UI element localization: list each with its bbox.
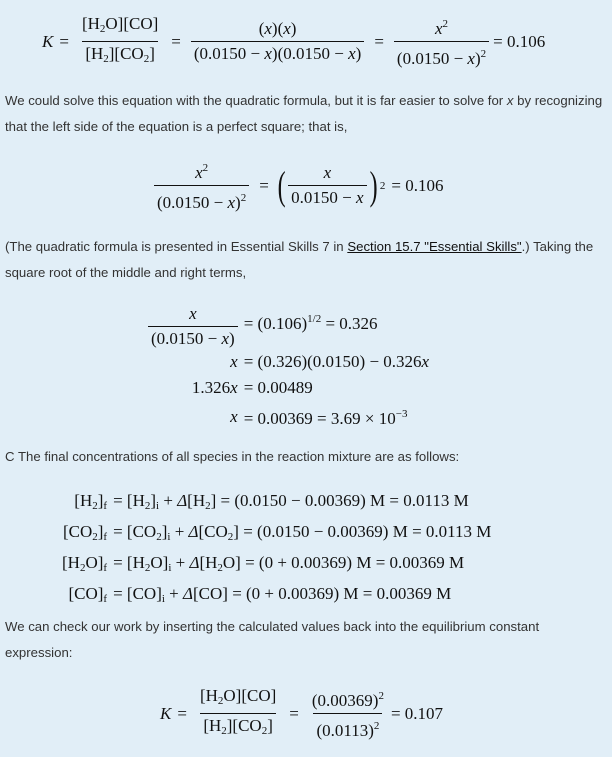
equation3-row: x = (0.326)(0.0150) − 0.326x	[230, 352, 430, 371]
equation5-result: = 0.107	[390, 703, 444, 723]
equation3-row: $\frac{x}{(0.0150 - x)}$ = $(0.106)^{1/2} = 0.326$	[148, 304, 429, 349]
equation-perfect-square: $\frac{x^2}{(0.0150 - x)^2}$ = ( $\frac{x}{0.0150 - x}$ ) 2 = 0.106	[150, 158, 443, 213]
left-paren: (	[277, 162, 286, 208]
fraction-concentrations: $\frac{[H_2O][CO]}{[H_2][CO_2]}$	[79, 14, 161, 69]
paragraph-check-work: We can check our work by inserting the calculated values back into the equilibrium constant expression:	[5, 619, 540, 660]
concentration-row-h2: $[H_2]_f$ = $[H_2]_i + \Delta[H_2] = (0.0150 - 0.00369) M = 0.0113$ M	[74, 491, 469, 512]
concentration-row-co: $[CO]_f$ = $[CO]_i + \Delta[CO] = (0 + 0.00369) M = 0.00369$ M	[68, 584, 452, 605]
right-paren: )	[369, 162, 378, 208]
fraction-x-over-difference: $\frac{x}{0.0150 - x}$	[288, 163, 366, 208]
equation1-result: = 0.106	[493, 31, 546, 51]
equation2-result: = 0.106	[391, 175, 444, 195]
concentration-row-h2o: $[H_2O]_f$ = $[H_2O]_i + \Delta[H_2O] = (0 + 0.00369) M = 0.00369$ M	[62, 553, 465, 574]
equation3-row: 1.326x = 0.00489	[191, 378, 313, 397]
fraction-values: $\frac{(0.00369)^2}{(0.0113)^2}$	[311, 690, 384, 740]
concentration-row-co2: $[CO_2]_f$ = $[CO_2]_i + \Delta[CO_2] = (0.0150 - 0.00369) M = 0.0113$ M	[62, 522, 492, 543]
fraction-x-squared-over-square: $\frac{x^2}{(0.0150 - x)^2}$	[154, 158, 249, 213]
equation3-row: x = $0.00369 = 3.69 \times 10^{-3}$	[230, 406, 408, 428]
fraction-x-terms: $\frac{(x)(x)}{(0.0150 - x)(0.0150 - x)}$	[191, 19, 364, 64]
k-symbol: K	[42, 31, 54, 51]
paragraph-perfect-square: We could solve this equation with the quadratic formula, but it is far easier to solve for x by recognizing that the left side of the equation is a perfect square; that is,	[5, 93, 603, 134]
fraction-concentrations: $\frac{[H_2O][CO]}{[H_2][CO_2]}$	[197, 686, 279, 741]
k-symbol: K	[160, 703, 172, 723]
paragraph-quadratic-note: (The quadratic formula is presented in Essential Skills 7 in Section 15.7 "Essential Skills".) Taking the square root of the middle and right terms,	[5, 239, 594, 280]
paragraph-final-concentrations: C The final concentrations of all species in the reaction mixture are as follows:	[5, 449, 460, 464]
equation-final-concentrations	[62, 488, 491, 612]
equation-solve-x	[148, 304, 429, 432]
equation-k-expression: K = $\frac{[H_2O][CO]}{[H_2][CO_2]}$ = $\frac{(x)(x)}{(0.0150 - x)(0.0150 - x)}$ = $\frac{x^2}{(0.0150 - x)^2}$ = 0.106	[42, 14, 546, 68]
equation-k-check: K = $\frac{[H_2O][CO]}{[H_2][CO_2]}$ = $\frac{(0.00369)^2}{(0.0113)^2}$ = 0.107	[160, 686, 444, 740]
section-15-7-link[interactable]: Section 15.7 "Essential Skills"	[347, 239, 522, 254]
fraction-x-squared: $\frac{x^2}{(0.0150 - x)^2}$	[394, 14, 489, 69]
